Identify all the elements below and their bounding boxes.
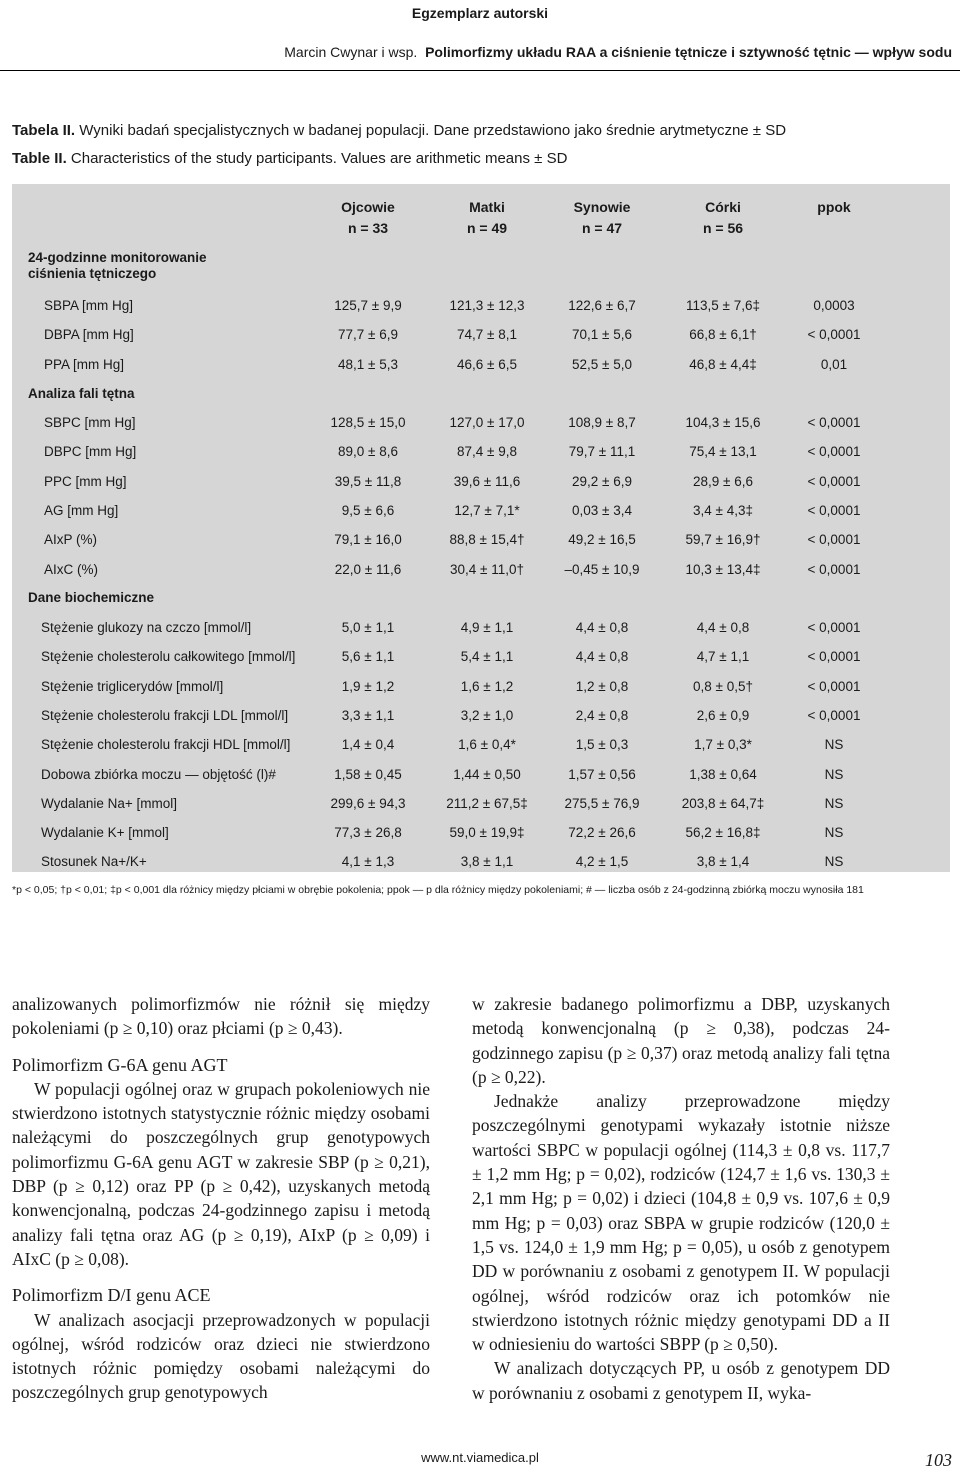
footer-url: www.nt.viamedica.pl — [421, 1450, 539, 1465]
cell-value: 70,1 ± 5,6 — [572, 327, 632, 342]
cell-value: 2,4 ± 0,8 — [575, 708, 629, 723]
cell-value: 88,8 ± 15,4† — [449, 532, 525, 547]
cell-value: 72,2 ± 26,6 — [568, 825, 636, 840]
cell-value: 1,4 ± 0,4 — [341, 737, 395, 752]
cell-value: 10,3 ± 13,4‡ — [685, 562, 761, 577]
body-column-left — [12, 992, 430, 1405]
cell-value: 49,2 ± 16,5 — [568, 532, 636, 547]
cell-p-value: < 0,0001 — [807, 474, 861, 489]
cell-value: 29,2 ± 6,9 — [572, 474, 632, 489]
cell-p-value: < 0,0001 — [807, 415, 861, 430]
cell-value: 4,4 ± 0,8 — [575, 620, 629, 635]
cell-value: 125,7 ± 9,9 — [334, 298, 402, 313]
body-paragraph: W analizach asocjacji przeprowadzonych w populacji ogólnej, wśród rodziców oraz dzieci nie stwierdzono istotnych różnic pomiędzy osobami należącymi do poszczególnych grup genotypowych — [12, 1309, 430, 1403]
cell-value: 30,4 ± 11,0† — [450, 562, 524, 577]
column-header-n: n = 33 — [347, 220, 389, 236]
cell-value: 1,58 ± 0,45 — [334, 767, 402, 782]
cell-p-value: < 0,0001 — [807, 562, 861, 577]
section-heading: Polimorfizm D/I genu ACE — [12, 1285, 211, 1306]
cell-value: 79,7 ± 11,1 — [568, 444, 636, 459]
row-label: Stosunek Na+/K+ — [41, 854, 147, 869]
cell-value: 77,3 ± 26,8 — [334, 825, 402, 840]
table-caption-en-text: Characteristics of the study participants. Values are arithmetic means ± SD — [70, 150, 568, 167]
column-header-n: n = 56 — [702, 220, 744, 236]
cell-value: –0,45 ± 10,9 — [564, 562, 640, 577]
table-caption-pl — [12, 118, 786, 144]
cell-value: 5,0 ± 1,1 — [341, 620, 395, 635]
cell-value: 1,44 ± 0,50 — [453, 767, 521, 782]
cell-p-value: NS — [824, 825, 844, 840]
cell-value: 5,6 ± 1,1 — [341, 649, 395, 664]
section-heading: Polimorfizm G-6A genu AGT — [12, 1054, 228, 1075]
row-label: AIxC (%) — [44, 562, 98, 577]
cell-value: 0,8 ± 0,5† — [693, 679, 753, 694]
cell-value: 113,5 ± 7,6‡ — [686, 298, 760, 313]
cell-value: 74,7 ± 8,1 — [457, 327, 517, 342]
row-label: Wydalanie Na+ [mmol] — [41, 796, 178, 811]
running-head — [284, 44, 952, 60]
row-label: SBPC [mm Hg] — [44, 415, 136, 430]
cell-value: 59,7 ± 16,9† — [685, 532, 761, 547]
cell-value: 39,6 ± 11,6 — [453, 474, 521, 489]
row-label: PPA [mm Hg] — [44, 357, 125, 372]
cell-value: 77,7 ± 6,9 — [338, 327, 398, 342]
cell-value: 4,4 ± 0,8 — [696, 620, 750, 635]
cell-value: 5,4 ± 1,1 — [460, 649, 514, 664]
body-column-right — [472, 992, 890, 1405]
cell-p-value: < 0,0001 — [807, 649, 861, 664]
cell-value: 1,6 ± 0,4* — [458, 737, 516, 752]
cell-value: 1,5 ± 0,3 — [575, 737, 629, 752]
cell-value: 4,2 ± 1,5 — [575, 854, 629, 869]
row-label: Dobowa zbiórka moczu — objętość (l)# — [41, 767, 276, 782]
cell-value: 2,6 ± 0,9 — [696, 708, 750, 723]
cell-p-value: < 0,0001 — [807, 679, 861, 694]
cell-value: 4,4 ± 0,8 — [575, 649, 629, 664]
cell-value: 211,2 ± 67,5‡ — [446, 796, 528, 811]
cell-value: 127,0 ± 17,0 — [449, 415, 525, 430]
cell-value: 108,9 ± 8,7 — [568, 415, 636, 430]
cell-value: 1,6 ± 1,2 — [460, 679, 514, 694]
column-header-name: Matki — [469, 199, 505, 215]
cell-value: 1,38 ± 0,64 — [689, 767, 757, 782]
cell-value: 121,3 ± 12,3 — [449, 298, 525, 313]
cell-value: 4,1 ± 1,3 — [341, 854, 395, 869]
running-head-authors: Marcin Cwynar i wsp. — [284, 44, 418, 60]
cell-value: 0,03 ± 3,4 — [572, 503, 632, 518]
column-header-p: ppok — [817, 199, 851, 215]
table-caption-pl-label: Tabela II. — [12, 122, 76, 139]
row-label: Stężenie triglicerydów [mmol/l] — [41, 679, 224, 694]
column-header-name: Ojcowie — [341, 199, 395, 215]
cell-value: 39,5 ± 11,8 — [334, 474, 402, 489]
cell-value: 1,9 ± 1,2 — [341, 679, 395, 694]
cell-value: 128,5 ± 15,0 — [330, 415, 406, 430]
cell-value: 87,4 ± 9,8 — [457, 444, 517, 459]
cell-value: 4,9 ± 1,1 — [460, 620, 514, 635]
cell-value: 1,57 ± 0,56 — [568, 767, 636, 782]
running-head-title: Polimorfizmy układu RAA a ciśnienie tętnicze i sztywność tętnic — wpływ sodu — [425, 44, 952, 60]
cell-value: 3,8 ± 1,1 — [460, 854, 514, 869]
cell-value: 1,7 ± 0,3* — [694, 737, 752, 752]
cell-value: 3,8 ± 1,4 — [696, 854, 750, 869]
cell-p-value: NS — [824, 767, 844, 782]
cell-value: 3,3 ± 1,1 — [341, 708, 395, 723]
cell-p-value: < 0,0001 — [807, 327, 861, 342]
column-header-name: Synowie — [573, 199, 631, 215]
cell-value: 75,4 ± 13,1 — [689, 444, 757, 459]
cell-value: 1,2 ± 0,8 — [575, 679, 629, 694]
row-label: PPC [mm Hg] — [44, 474, 127, 489]
table-caption-pl-text: Wyniki badań specjalistycznych w badanej populacji. Dane przedstawiono jako średnie arytmetyczne ± SD — [79, 122, 787, 139]
cell-value: 104,3 ± 15,6 — [685, 415, 761, 430]
body-paragraph: w zakresie badanego polimorfizmu a DBP, uzyskanych metodą konwencjonalną (p ≥ 0,38), podczas 24-godzinnego zapisu (p ≥ 0,37) oraz metodą analizy fali tętna (p ≥ 0,22). — [472, 994, 890, 1087]
column-header-n: n = 49 — [466, 220, 508, 236]
body-paragraph: W populacji ogólnej oraz w grupach pokoleniowych nie stwierdzono istotnych statystycznie różnic między osobami należącymi do poszczególnych grup genotypowych polimorfizmu G-6A genu AGT w zakresie SBP (p ≥ 0,21), DBP (p ≥ 0,12) oraz PP (p ≥ 0,42), uzyskanych metodą konwencjonalną, podczas 24-godzinnego zapisu i metodą analizy fali tętna oraz AG (p ≥ 0,19), AIxP (p ≥ 0,09) i AIxC (p ≥ 0,08). — [12, 1078, 430, 1269]
row-label: AIxP (%) — [44, 532, 98, 547]
cell-value: 48,1 ± 5,3 — [338, 357, 398, 372]
row-label: DBPA [mm Hg] — [44, 327, 134, 342]
cell-p-value: NS — [824, 854, 844, 869]
cell-value: 299,6 ± 94,3 — [330, 796, 406, 811]
header-rule — [0, 70, 960, 71]
cell-value: 66,8 ± 6,1† — [689, 327, 757, 342]
section-title: Dane biochemiczne — [28, 590, 155, 605]
cell-value: 56,2 ± 16,8‡ — [685, 825, 761, 840]
cell-value: 89,0 ± 8,6 — [338, 444, 398, 459]
cell-value: 28,9 ± 6,6 — [693, 474, 753, 489]
body-paragraph: W analizach dotyczących PP, u osób z genotypem DD w porównaniu z osobami z genotypem II, wyka- — [472, 1358, 890, 1403]
body-paragraph: analizowanych polimorfizmów nie różnił się między pokoleniami (p ≥ 0,10) oraz płciami (p ≥ 0,43). — [12, 994, 430, 1039]
cell-value: 3,2 ± 1,0 — [460, 708, 514, 723]
cell-p-value: 0,01 — [820, 357, 848, 372]
cell-p-value: NS — [824, 737, 844, 752]
watermark-label: Egzemplarz autorski — [411, 5, 549, 21]
cell-value: 22,0 ± 11,6 — [334, 562, 402, 577]
results-table — [12, 184, 950, 872]
row-label: AG [mm Hg] — [44, 503, 119, 518]
row-label: Wydalanie K+ [mmol] — [41, 825, 169, 840]
section-title: 24-godzinne monitorowanie ciśnienia tętniczego — [28, 250, 207, 281]
cell-value: 203,8 ± 64,7‡ — [681, 796, 765, 811]
row-label: Stężenie cholesterolu frakcji LDL [mmol/l] — [41, 708, 289, 723]
cell-value: 3,4 ± 4,3‡ — [693, 503, 753, 518]
cell-value: 52,5 ± 5,0 — [572, 357, 632, 372]
cell-value: 12,7 ± 7,1* — [454, 503, 520, 518]
cell-p-value: < 0,0001 — [807, 532, 861, 547]
cell-value: 122,6 ± 6,7 — [568, 298, 636, 313]
column-header-name: Córki — [705, 199, 741, 215]
cell-p-value: < 0,0001 — [807, 444, 861, 459]
cell-value: 79,1 ± 16,0 — [334, 532, 402, 547]
row-label: Stężenie glukozy na czczo [mmol/l] — [41, 620, 252, 635]
cell-p-value: < 0,0001 — [807, 620, 861, 635]
body-paragraph: Jednakże analizy przeprowadzone między poszczególnymi genotypami wykazały istotnie niższe wartości SBPC w populacji ogólnej (114,3 ± 0,8 vs. 117,7 ± 1,2 mm Hg; p = 0,02), rodziców (124,7 ± 1,6 vs. 130,3 ± 2,1 mm Hg; p = 0,02) i dzieci (104,8 ± 0,9 vs. 107,6 ± 0,9 mm Hg; p = 0,03) oraz SBPA w grupie rodziców (120,0 ± 1,5 vs. 124,0 ± 1,9 mm Hg; p = 0,05), u osób z genotypem DD w porównaniu z osobami z genotypem II. W populacji ogólnej, wśród rodziców oraz ich potomków nie stwierdzono istotnych różnic między genotypami DD a II w odniesieniu do wartości SBPP (p ≥ 0,50). — [472, 1091, 890, 1355]
cell-value: 46,6 ± 6,5 — [457, 357, 517, 372]
row-label: DBPC [mm Hg] — [44, 444, 137, 459]
row-label: Stężenie cholesterolu całkowitego [mmol/l] — [41, 649, 296, 664]
cell-value: 59,0 ± 19,9‡ — [449, 825, 525, 840]
cell-value: 4,7 ± 1,1 — [696, 649, 750, 664]
section-title: Analiza fali tętna — [28, 386, 135, 401]
cell-p-value: NS — [824, 796, 844, 811]
row-label: Stężenie cholesterolu frakcji HDL [mmol/l] — [41, 737, 291, 752]
row-label: SBPA [mm Hg] — [44, 298, 134, 313]
cell-p-value: 0,0003 — [813, 298, 855, 313]
cell-p-value: < 0,0001 — [807, 503, 861, 518]
table-footnote: *p < 0,05; †p < 0,01; ‡p < 0,001 dla różnicy między płciami w obrębie pokolenia; ppok — p dla różnicy między pokoleniami; # — liczba osób z 24-godzinną zbiórką moczu wynosiła 181 — [12, 884, 864, 896]
table-caption-en-label: Table II. — [12, 150, 67, 167]
cell-value: 9,5 ± 6,6 — [341, 503, 395, 518]
column-header-n: n = 47 — [581, 220, 623, 236]
cell-value: 46,8 ± 4,4‡ — [689, 357, 757, 372]
table-caption-en — [12, 146, 567, 172]
cell-p-value: < 0,0001 — [807, 708, 861, 723]
cell-value: 275,5 ± 76,9 — [564, 796, 640, 811]
page-number: 103 — [925, 1450, 952, 1470]
